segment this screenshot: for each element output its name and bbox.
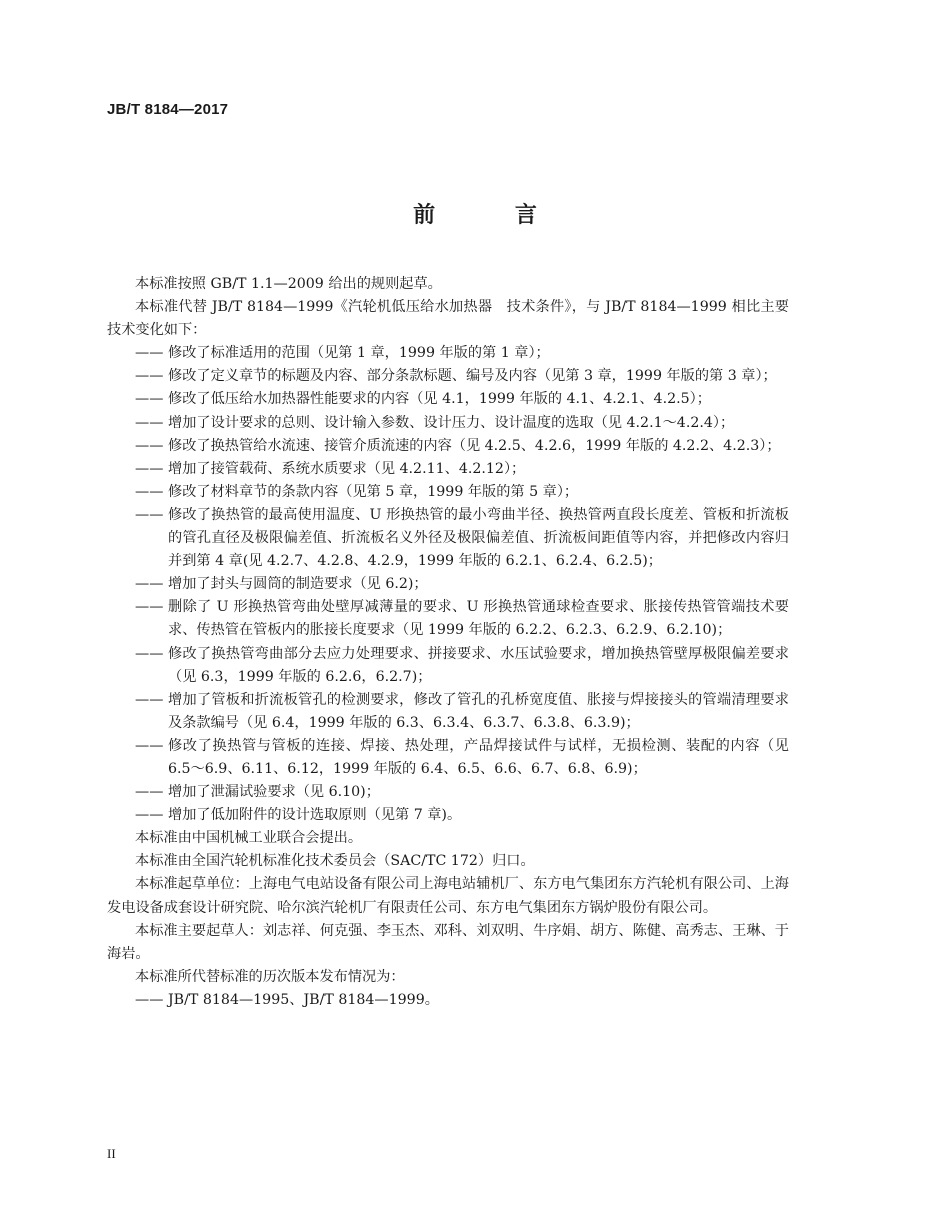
list-item [107, 365, 789, 388]
list-item [107, 412, 789, 435]
list-item [107, 342, 789, 365]
dash: —— [135, 414, 164, 431]
history-item-text: JB/T 8184—1995、JB/T 8184—1999。 [168, 991, 439, 1008]
list-item-text: 增加了设计要求的总则、设计输入参数、设计压力、设计温度的选取（见 4.2.1～4.2.4）； [168, 414, 735, 431]
dash: —— [135, 991, 164, 1008]
dash: —— [135, 368, 164, 385]
dash: —— [135, 483, 164, 500]
dash: —— [135, 460, 164, 477]
list-item [107, 435, 789, 458]
dash: —— [135, 645, 164, 662]
list-item [107, 781, 789, 804]
list-item [107, 804, 789, 827]
list-item [107, 388, 789, 411]
paragraph: 本标准主要起草人：刘志祥、何克强、李玉杰、邓科、刘双明、牛序娟、胡方、陈健、高秀志、王琳、于海岩。 [107, 922, 789, 962]
list-item-text: 修改了换热管的最高使用温度、U 形换热管的最小弯曲半径、换热管两直段长度差、管板和折流板的管孔直径及极限偏差值、折流板名义外径及极限偏差值、折流板间距值等内容，并把修改内容归并到第 4 章(见 4.2.7、4.2.8、4.2.9，1999 年版的 6.2.1、6.2.4、6.2.5)； [168, 506, 789, 570]
dash: —— [135, 691, 164, 708]
list-item [107, 481, 789, 504]
list-item [107, 643, 789, 689]
list-item-text: 增加了管板和折流板管孔的检测要求，修改了管孔的孔桥宽度值、胀接与焊接接头的管端清理要求及条款编号（见 6.4，1999 年版的 6.3、6.3.4、6.3.7、6.3.8、6.3.9)； [168, 691, 789, 731]
paragraph: 本标准起草单位：上海电气电站设备有限公司上海电站辅机厂、东方电气集团东方汽轮机有限公司、上海发电设备成套设计研究院、哈尔滨汽轮机厂有限责任公司、东方电气集团东方锅炉股份有限公司。 [107, 876, 789, 916]
list-item-text: 修改了换热管与管板的连接、焊接、热处理，产品焊接试件与试样，无损检测、装配的内容（见 6.5～6.9、6.11、6.12，1999 年版的 6.4、6.5、6.6、6.7、6.8、6.9)； [168, 737, 789, 777]
list-item [107, 689, 789, 735]
paragraph: 本标准所代替标准的历次版本发布情况为： [135, 968, 405, 985]
standard-code: JB/T 8184—2017 [107, 101, 229, 118]
list-item-text: 修改了换热管给水流速、接管介质流速的内容（见 4.2.5、4.2.6，1999 年版的 4.2.2、4.2.3）； [168, 437, 781, 454]
page-title [0, 198, 950, 229]
paragraph: 本标准代替 JB/T 8184—1999《汽轮机低压给水加热器 技术条件》，与 JB/T 8184—1999 相比主要技术变化如下： [107, 299, 789, 339]
page-title-text: 前 言 [413, 203, 573, 228]
dash: —— [135, 599, 164, 616]
list-item-text: 删除了 U 形换热管弯曲处壁厚减薄量的要求、U 形换热管通球检查要求、胀接传热管管端技术要求、传热管在管板内的胀接长度要求（见 1999 年版的 6.2.2、6.2.3、6.2.9、6.2.10)； [168, 599, 789, 639]
dash: —— [135, 737, 164, 754]
list-item [107, 596, 789, 642]
dash: —— [135, 506, 164, 523]
list-item [107, 573, 789, 596]
dash: —— [135, 345, 164, 362]
list-item [107, 735, 789, 781]
list-item-text: 修改了标准适用的范围（见第 1 章，1999 年版的第 1 章）； [168, 345, 550, 362]
dash: —— [135, 784, 164, 801]
paragraph: 本标准由全国汽轮机标准化技术委员会（SAC/TC 172）归口。 [135, 853, 535, 870]
list-item-text: 修改了低压给水加热器性能要求的内容（见 4.1，1999 年版的 4.1、4.2.1、4.2.5）； [168, 391, 711, 408]
dash: —— [135, 391, 164, 408]
list-item [107, 504, 789, 573]
page-number: II [107, 1146, 116, 1161]
list-item-text: 增加了泄漏试验要求（见 6.10)； [168, 784, 380, 801]
paragraph: 本标准按照 GB/T 1.1—2009 给出的规则起草。 [135, 276, 442, 292]
history-item [107, 989, 789, 1012]
dash: —— [135, 576, 164, 593]
list-item-text: 增加了接管载荷、系统水质要求（见 4.2.11、4.2.12）； [168, 460, 526, 477]
dash: —— [135, 437, 164, 454]
list-item-text: 修改了换热管弯曲部分去应力处理要求、拼接要求、水压试验要求，增加换热管壁厚极限偏差要求（见 6.3，1999 年版的 6.2.6，6.2.7)； [168, 645, 789, 685]
dash: —— [135, 807, 164, 824]
list-item-text: 修改了定义章节的标题及内容、部分条款标题、编号及内容（见第 3 章，1999 年版的第 3 章）； [168, 368, 777, 385]
list-item [107, 458, 789, 481]
paragraph: 本标准由中国机械工业联合会提出。 [135, 830, 363, 847]
list-item-text: 增加了低加附件的设计选取原则（见第 7 章)。 [168, 807, 462, 824]
list-item-text: 增加了封头与圆筒的制造要求（见 6.2)； [168, 576, 428, 593]
foreword-body [107, 273, 789, 1012]
list-item-text: 修改了材料章节的条款内容（见第 5 章，1999 年版的第 5 章）； [168, 483, 579, 500]
